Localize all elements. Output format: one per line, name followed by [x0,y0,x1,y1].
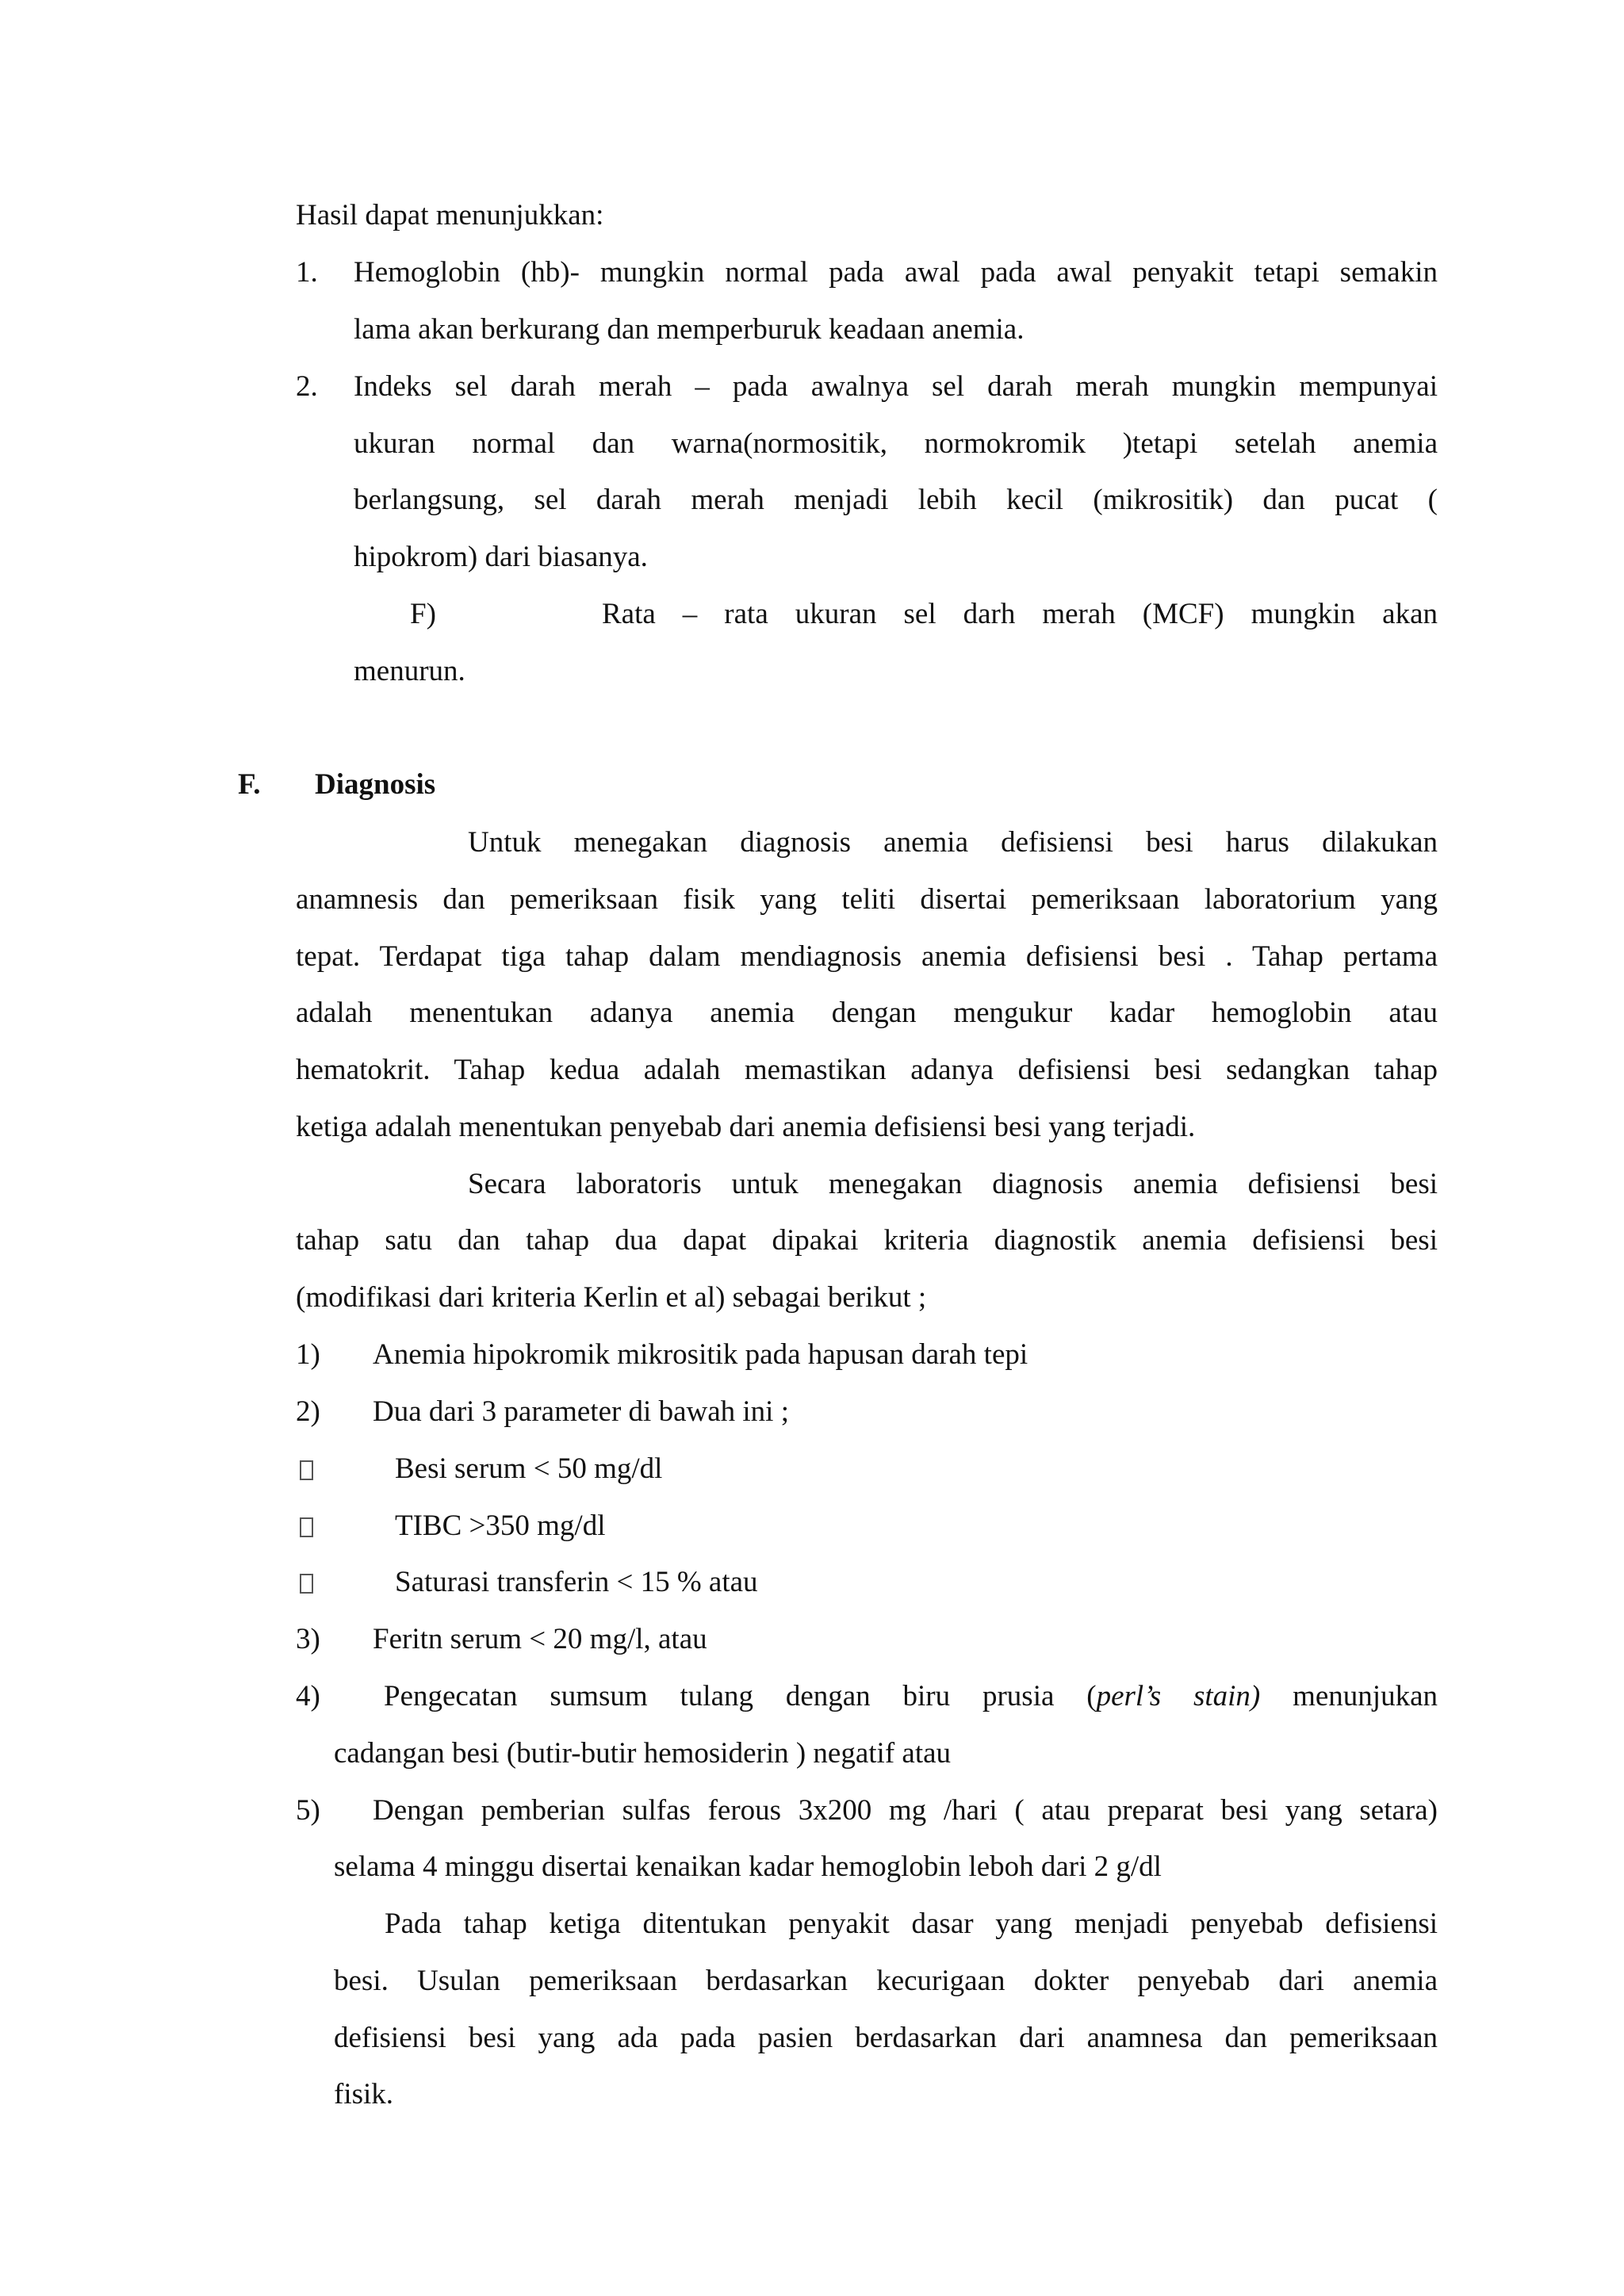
sub-item-line-2: menurun. [354,655,465,687]
bullet-box-icon [300,1565,313,1600]
criteria-item-5-line-2: selama 4 minggu disertai kenaikan kadar hemoglobin leboh dari 2 g/dl [334,1850,1162,1883]
list-item-2-line-2: ukuran normal dan warna(normositik, normokromik )tetapi setelah anemia [354,427,1438,460]
para1-line-3: tepat. Terdapat tiga tahap dalam mendiagnosis anemia defisiensi besi . Tahap pertama [296,940,1438,973]
para1-line-1: Untuk menegakan diagnosis anemia defisiensi besi harus dilakukan [468,826,1438,859]
criteria-item-4-tail: menunjukan [1260,1680,1438,1712]
criteria-number-3: 3) [296,1623,320,1655]
para1-line-4: adalah menentukan adanya anemia dengan mengukur kadar hemoglobin atau [296,997,1438,1029]
para2-line-3: (modifikasi dari kriteria Kerlin et al) sebagai berikut ; [296,1281,927,1314]
list-item-2-line-3: berlangsung, sel darah merah menjadi lebih kecil (mikrositik) dan pucat ( [354,484,1438,516]
para3-line-4: fisik. [334,2078,394,2110]
para1-line-5: hematokrit. Tahap kedua adalah memastikan adanya defisiensi besi sedangkan tahap [296,1054,1438,1086]
bullet-item-3: Saturasi transferin < 15 % atau [395,1566,758,1598]
criteria-item-4-italic: perl’s stain) [1096,1680,1261,1712]
para3-line-2: besi. Usulan pemeriksaan berdasarkan kecurigaan dokter penyebab dari anemia [334,1965,1438,1997]
para3-line-1: Pada tahap ketiga ditentukan penyakit dasar yang menjadi penyebab defisiensi [385,1908,1438,1940]
para1-line-2: anamnesis dan pemeriksaan fisik yang teliti disertai pemeriksaan laboratorium yang [296,883,1438,916]
criteria-item-2: Dua dari 3 parameter di bawah ini ; [373,1395,789,1428]
criteria-item-5-line-1: Dengan pemberian sulfas ferous 3x200 mg /hari ( atau preparat besi yang setara) [373,1794,1438,1827]
criteria-item-3: Feritn serum < 20 mg/l, atau [373,1623,707,1655]
criteria-number-1: 1) [296,1338,320,1371]
sub-marker: F) [410,598,436,630]
sub-item-line-1: Rata – rata ukuran sel darh merah (MCF) mungkin akan [602,598,1438,630]
list-item-2-line-4: hipokrom) dari biasanya. [354,541,648,573]
list-item-1-line-1: Hemoglobin (hb)- mungkin normal pada awal pada awal penyakit tetapi semakin [354,256,1438,289]
bullet-item-1: Besi serum < 50 mg/dl [395,1452,663,1485]
list-number-2: 2. [296,370,318,403]
para3-line-3: defisiensi besi yang ada pada pasien berdasarkan dari anamnesa dan pemeriksaan [334,2022,1438,2054]
para2-line-2: tahap satu dan tahap dua dapat dipakai kriteria diagnostik anemia defisiensi besi [296,1224,1438,1257]
list-item-2-line-1: Indeks sel darah merah – pada awalnya sel darah merah mungkin mempunyai [354,370,1438,403]
criteria-item-4-line-1 [384,1679,1438,1714]
para2-line-1: Secara laboratoris untuk menegakan diagnosis anemia defisiensi besi [468,1168,1438,1200]
bullet-item-2: TIBC >350 mg/dl [395,1510,606,1542]
criteria-number-4: 4) [296,1680,320,1712]
section-title: Diagnosis [315,768,436,801]
criteria-item-4-text: Pengecatan sumsum tulang dengan biru prusia ( [384,1680,1097,1712]
para1-line-6: ketiga adalah menentukan penyebab dari anemia defisiensi besi yang terjadi. [296,1111,1196,1143]
results-heading: Hasil dapat menunjukkan: [296,199,604,232]
bullet-box-icon [300,1509,313,1544]
bullet-box-icon [300,1452,313,1487]
list-item-1-line-2: lama akan berkurang dan memperburuk keadaan anemia. [354,313,1025,346]
criteria-number-5: 5) [296,1794,320,1827]
criteria-item-4-line-2: cadangan besi (butir-butir hemosiderin ) negatif atau [334,1737,952,1770]
section-letter: F. [238,768,261,801]
list-number-1: 1. [296,256,318,289]
criteria-item-1: Anemia hipokromik mikrositik pada hapusan darah tepi [373,1338,1028,1371]
criteria-number-2: 2) [296,1395,320,1428]
